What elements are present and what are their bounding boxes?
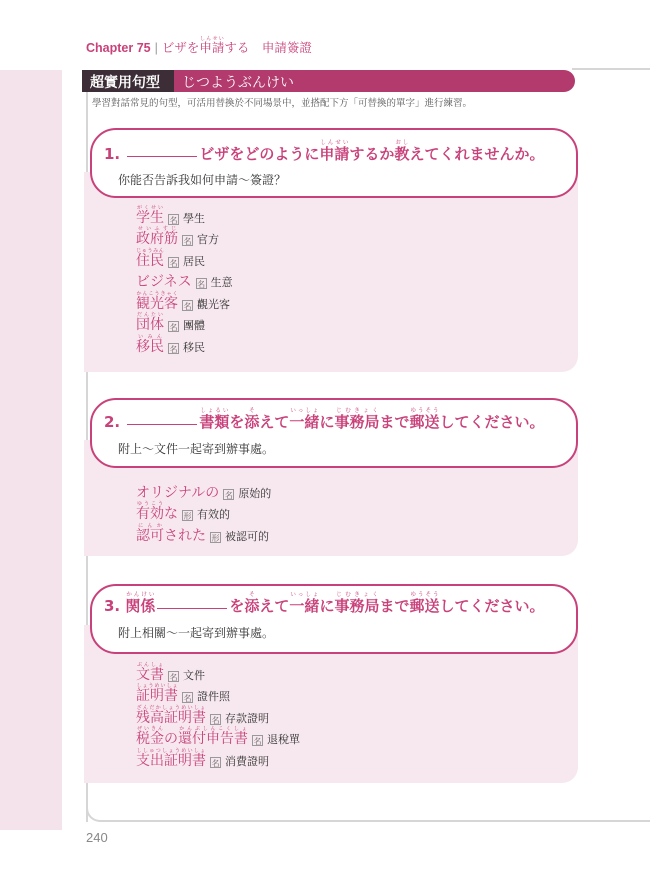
part-of-speech-badge: 名 <box>169 215 178 225</box>
vocab-item <box>136 684 300 706</box>
chapter-header <box>86 36 312 56</box>
part-of-speech-badge: 名 <box>224 490 233 500</box>
vocab-item <box>136 480 271 502</box>
part-of-speech-badge: 形 <box>183 512 192 521</box>
pattern-sentence: 3. 関係かんけいを添そえて一緒いっしょに事務局じむきょくまで郵送ゆうそうしてください。 <box>104 592 545 615</box>
vocab-word: 政府筋せいふすじ <box>136 226 178 247</box>
part-of-speech-badge: 名 <box>183 694 192 703</box>
frame-line <box>104 820 650 822</box>
frame-corner <box>86 790 106 822</box>
vocab-item <box>136 727 300 749</box>
vocab-item <box>136 248 233 270</box>
chapter-label: Chapter 75 <box>86 41 151 55</box>
vocab-word: 学生がくせい <box>136 204 164 226</box>
vocab-item <box>136 705 300 727</box>
vocab-list <box>136 662 300 770</box>
pattern-sentence: 2. 書類しょるいを添そえて一緒いっしょに事務局じむきょくまで郵送ゆうそうしてください。 <box>104 408 545 431</box>
vocab-meaning: 退稅單 <box>267 733 300 746</box>
vocab-item <box>136 523 271 545</box>
part-of-speech-badge: 名 <box>197 280 206 289</box>
vocab-item <box>136 748 300 770</box>
vocab-item <box>136 227 233 249</box>
vocab-item <box>136 291 233 313</box>
vocab-word: 有効ゆうこうな <box>136 501 178 522</box>
vocab-meaning: 文件 <box>183 668 205 682</box>
vocab-word: ビジネス <box>136 274 192 290</box>
section-title: 超實用句型 <box>90 75 160 91</box>
vocab-word: 観光客かんこうきゃく <box>136 290 178 312</box>
part-of-speech-badge: 名 <box>183 301 192 311</box>
vocab-meaning: 居民 <box>183 254 205 268</box>
vocab-meaning: 被認可的 <box>225 529 269 543</box>
part-of-speech-badge: 名 <box>183 237 192 246</box>
side-strip <box>0 70 62 830</box>
intro-text: 學習對話常見的句型，可活用替換於不同場景中，並搭配下方「可替換的單字」進行練習。 <box>92 98 473 109</box>
vocab-item <box>136 662 300 684</box>
vocab-word: 認可にんかされた <box>136 522 206 544</box>
part-of-speech-badge: 名 <box>169 258 178 268</box>
vocab-meaning: 移民 <box>183 340 205 354</box>
frame-line <box>572 68 650 70</box>
vocab-list <box>136 480 271 545</box>
vocab-item <box>136 205 233 227</box>
vocab-list <box>136 205 233 356</box>
vocab-meaning: 生意 <box>210 276 233 289</box>
vocab-meaning: 存款證明 <box>225 711 269 725</box>
vocab-meaning: 官方 <box>197 233 219 246</box>
vocab-meaning: 學生 <box>183 211 205 225</box>
vocab-meaning: 證件照 <box>197 690 230 703</box>
part-of-speech-badge: 名 <box>211 715 220 725</box>
part-of-speech-badge: 形 <box>211 533 220 543</box>
vocab-meaning: 有效的 <box>197 508 230 521</box>
vocab-word: 文書ぶんしょ <box>136 661 164 683</box>
vocab-meaning: 觀光客 <box>197 297 230 311</box>
vocab-item <box>136 313 233 335</box>
pattern-translation: 附上～文件一起寄到辦事處。 <box>118 442 275 456</box>
vocab-meaning: 團體 <box>183 319 205 332</box>
chapter-separator: | <box>154 41 158 55</box>
vocab-word: オリジナルの <box>136 484 220 501</box>
vocab-item <box>136 270 233 292</box>
part-of-speech-badge: 名 <box>169 672 178 682</box>
vocab-meaning: 原始的 <box>238 486 272 500</box>
vocab-word: 団体だんたい <box>136 312 164 333</box>
vocab-word: 住民じゅうみん <box>136 247 164 269</box>
section-subtitle: じつようぶんけい <box>182 75 294 91</box>
chapter-title: ビザを申しん請せいする 申請簽證 <box>161 36 312 55</box>
vocab-meaning: 消費證明 <box>225 754 269 768</box>
part-of-speech-badge: 名 <box>211 758 220 768</box>
pattern-translation: 你能否告訴我如何申請～簽證？ <box>118 173 287 187</box>
vocab-word: 移民いみん <box>136 333 164 355</box>
vocab-word: 税金ぜいきんの還付申告書かんぷしんこくしょ <box>136 726 248 747</box>
pattern-translation: 附上相關～一起寄到辦事處。 <box>118 626 275 640</box>
vocab-item <box>136 334 233 356</box>
vocab-word: 支出証明書ししゅつしょうめいしょ <box>136 747 206 769</box>
part-of-speech-badge: 名 <box>253 737 262 746</box>
vocab-word: 証明書しょうめいしょ <box>136 683 178 704</box>
vocab-item <box>136 502 271 524</box>
page-number: 240 <box>86 830 108 845</box>
vocab-word: 残高証明書ざんだかしょうめいしょ <box>136 704 206 726</box>
part-of-speech-badge: 名 <box>169 323 178 332</box>
pattern-sentence: 1. ビザをどのように申しん請せいするか教おしえてくれませんか。 <box>104 140 545 163</box>
part-of-speech-badge: 名 <box>169 344 178 354</box>
